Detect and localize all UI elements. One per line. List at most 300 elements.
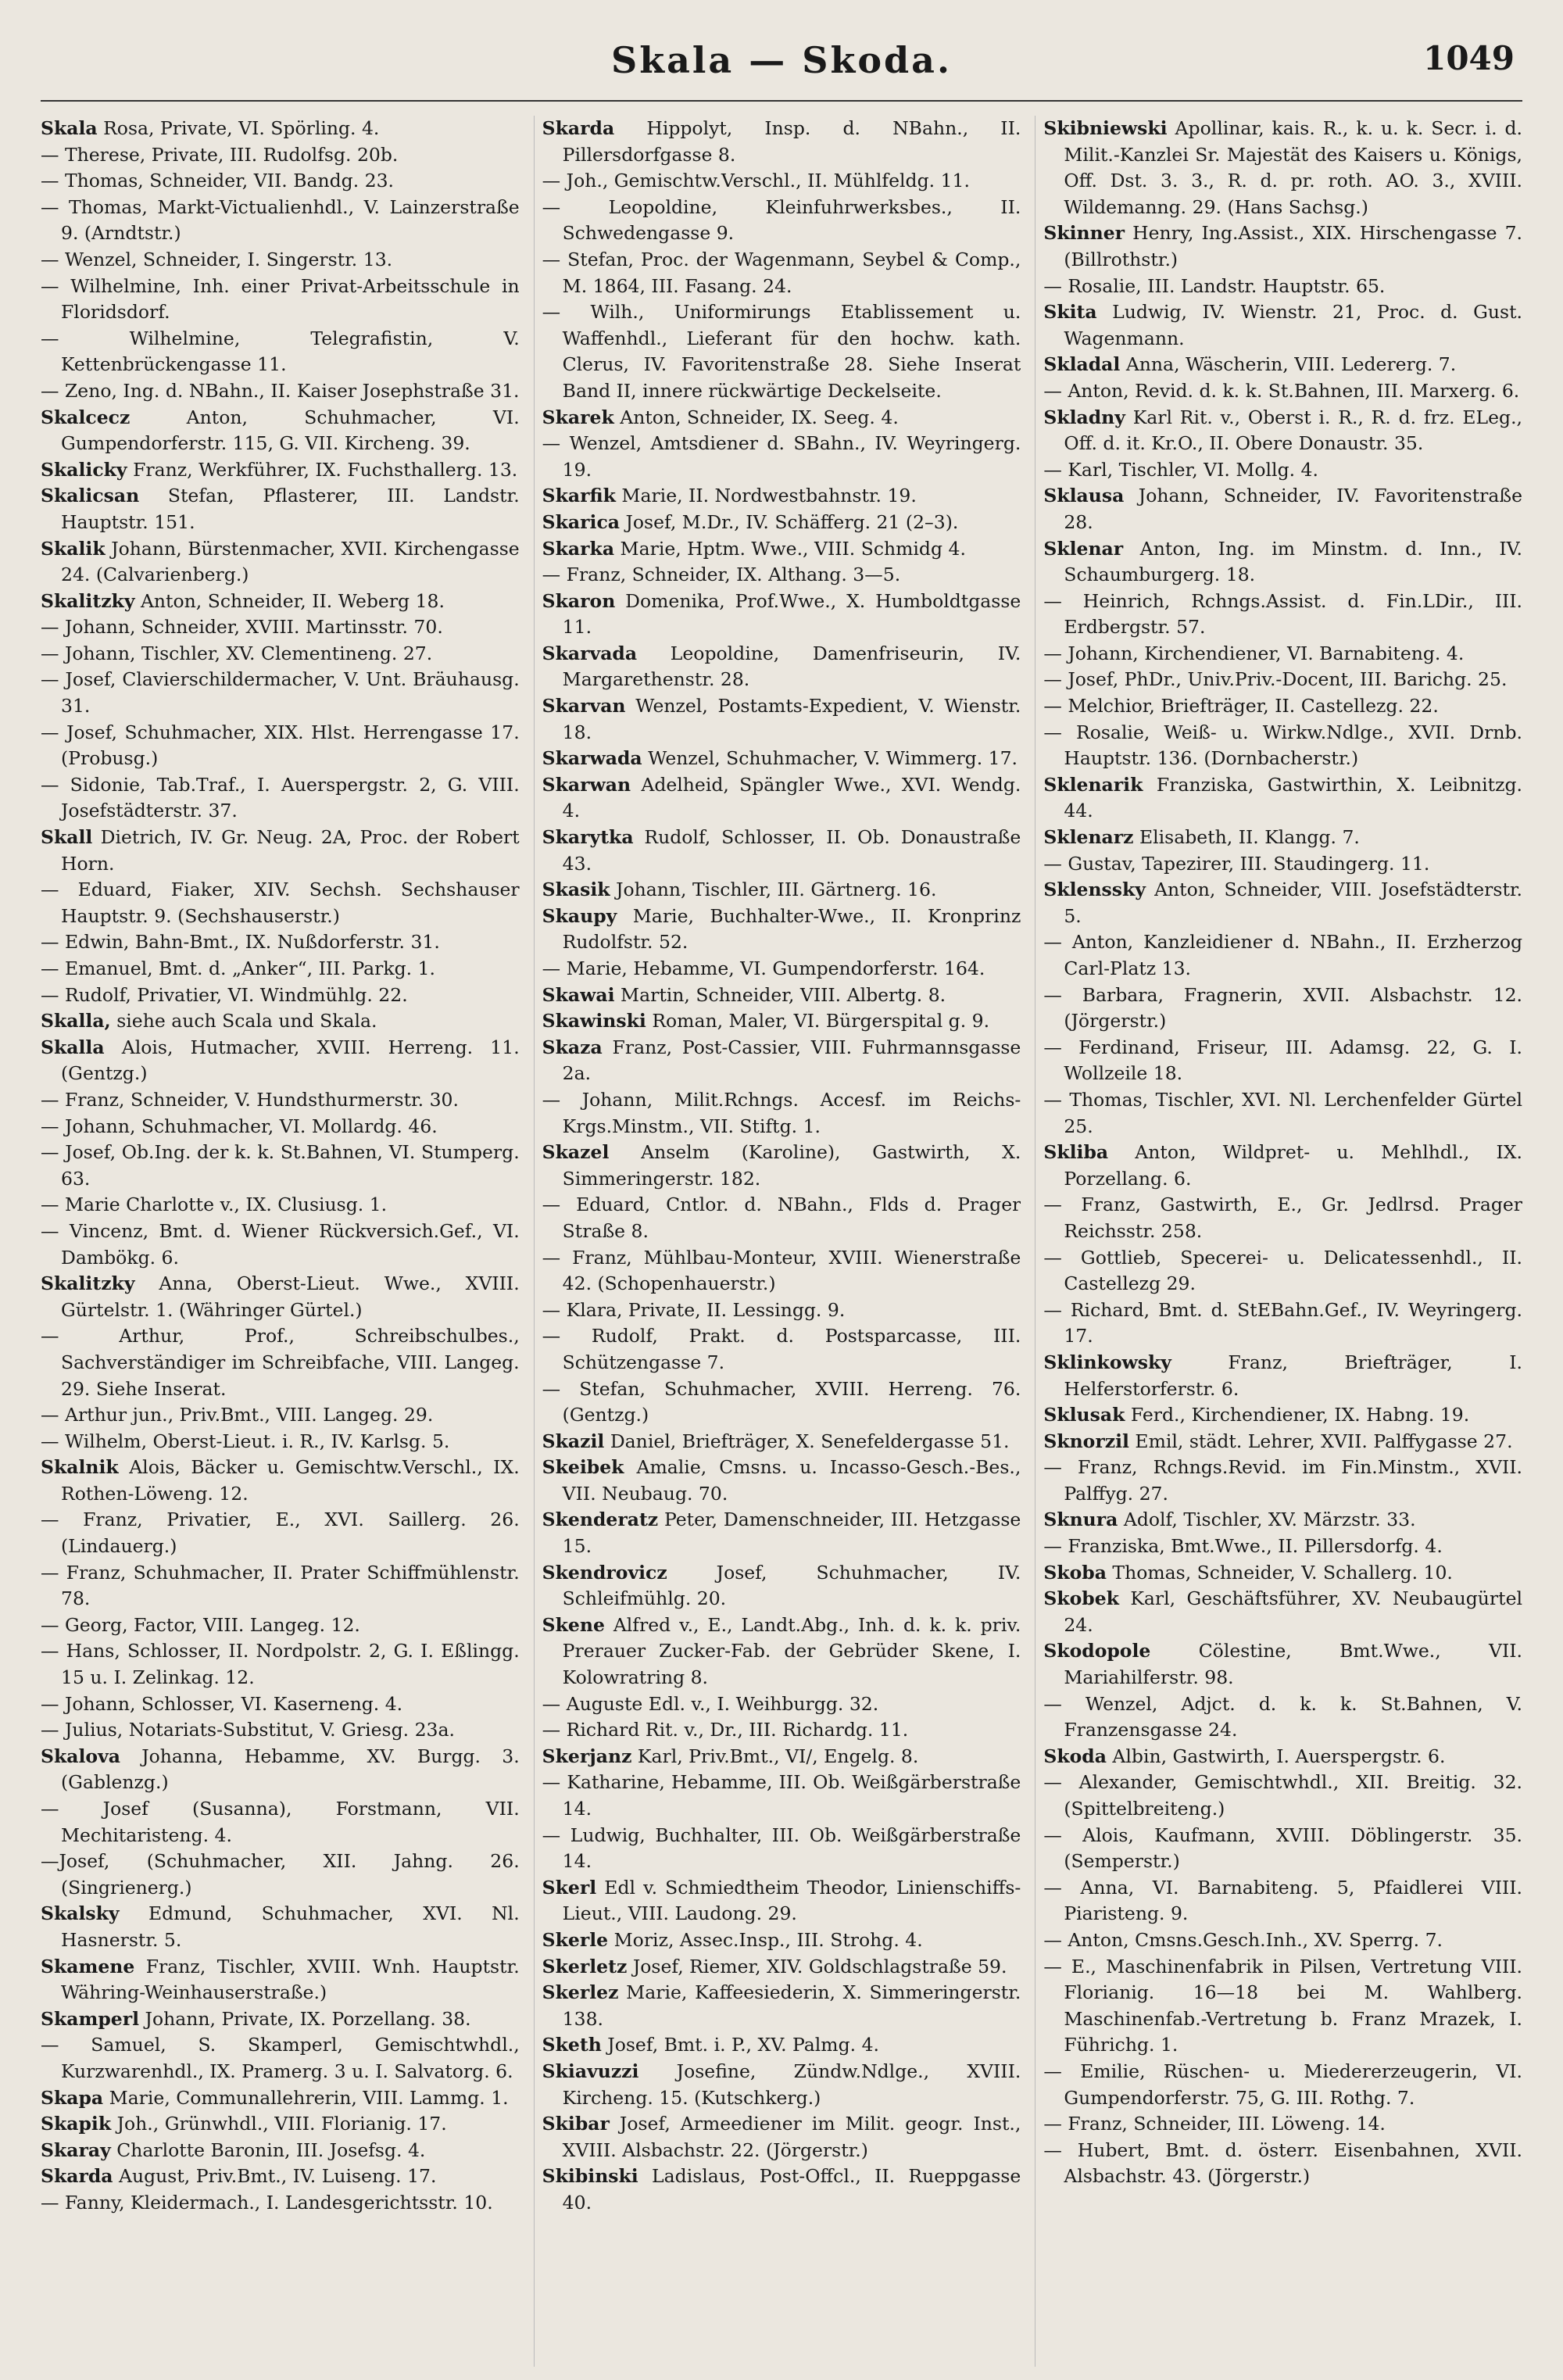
entry-surname: Skaupy (542, 904, 617, 927)
entry-surname: Skarka (542, 537, 615, 560)
entry-text: — Franziska, Bmt.Wwe., II. Pillersdorfg. 4. (1043, 1535, 1443, 1558)
entry-text: Martin, Schneider, VIII. Albertg. 8. (614, 983, 946, 1006)
entry-text: — Richard Rit. v., Dr., III. Richardg. 11. (542, 1719, 909, 1741)
entry-text: — Johann, Schneider, XVIII. Martinsstr. 70. (41, 616, 443, 639)
directory-entry (41, 614, 520, 641)
directory-entry (542, 1008, 1021, 1035)
entry-surname: Skene (542, 1613, 605, 1636)
entry-surname: Skerlez (542, 1981, 619, 2004)
directory-entry (41, 877, 520, 929)
directory-entry (1043, 1744, 1522, 1770)
entry-surname: Skasik (542, 879, 610, 901)
directory-entry (41, 274, 520, 326)
entry-text: — Karl, Tischler, VI. Mollg. 4. (1043, 458, 1318, 481)
entry-surname: Skaza (542, 1036, 603, 1058)
entry-text: — Josef, PhDr., Univ.Priv.-Docent, III. Barichg. 25. (1043, 668, 1508, 691)
directory-entry (41, 2032, 520, 2085)
directory-entry (41, 247, 520, 274)
entry-text: Marie, Communallehrerin, VIII. Lammg. 1. (103, 2086, 509, 2109)
column-3 (1035, 116, 1522, 2367)
entry-surname: Skarwan (542, 773, 631, 796)
entry-surname: Sklusak (1043, 1404, 1125, 1426)
entry-text: — Gottlieb, Specerei- u. Delicatessenhdl., II. Castellezg 29. (1043, 1246, 1522, 1295)
directory-entry (542, 431, 1021, 483)
entry-text: — Anton, Revid. d. k. k. St.Bahnen, III. Marxerg. 6. (1043, 379, 1520, 402)
directory-entry (542, 299, 1021, 404)
entry-text: Daniel, Briefträger, X. Senefeldergasse 51. (604, 1430, 1010, 1452)
directory-entry (542, 772, 1021, 825)
entry-text: — Wilhelmine, Inh. einer Privat-Arbeitsschule in Floridsdorf. (41, 274, 520, 324)
directory-entry (542, 1770, 1021, 1822)
directory-entry (1043, 405, 1522, 457)
directory-entry (41, 1140, 520, 1192)
entry-surname: Skiavuzzi (542, 2060, 639, 2082)
entry-text: — Anton, Cmsns.Gesch.Inh., XV. Sperrg. 7. (1043, 1928, 1443, 1951)
entry-text: Marie, Buchhalter-Wwe., II. Kronprinz Rudolfstr. 52. (562, 904, 1021, 954)
entry-text: — Hubert, Bmt. d. österr. Eisenbahnen, XVII. Alsbachstr. 43. (Jörgerstr.) (1043, 2138, 1522, 2188)
entry-text: — Wenzel, Schneider, I. Singerstr. 13. (41, 248, 393, 270)
entry-surname: Sklenarz (1043, 826, 1134, 849)
directory-entry (542, 1560, 1021, 1612)
entry-text: — Anton, Kanzleidiener d. NBahn., II. Erzherzog Carl-Platz 13. (1043, 931, 1522, 979)
directory-entry (542, 1087, 1021, 1140)
entry-surname: Skarek (542, 406, 614, 428)
directory-entry (542, 746, 1021, 772)
entry-text: Johann, Tischler, III. Gärtnerg. 16. (610, 879, 937, 901)
entry-text: — Stefan, Schuhmacher, XVIII. Herreng. 76. (Gentzg.) (542, 1377, 1021, 1426)
entry-surname: Skamperl (41, 2007, 140, 2030)
directory-entry (542, 877, 1021, 904)
directory-entry (1043, 1586, 1522, 1638)
entry-text: Marie, II. Nordwestbahnstr. 19. (615, 485, 917, 507)
entry-surname: Sknorzil (1043, 1430, 1129, 1452)
entry-text: — Johann, Tischler, XV. Clementineng. 27. (41, 642, 433, 664)
directory-entry (41, 1901, 520, 1953)
entry-text: Franz, Tischler, XVIII. Wnh. Hauptstr. Währing-Weinhauserstraße.) (61, 1955, 520, 2004)
directory-entry (542, 693, 1021, 746)
directory-entry (41, 641, 520, 667)
entry-text: — Hans, Schlosser, II. Nordpolstr. 2, G. I. Eßlingg. 15 u. I. Zelinkag. 12. (41, 1640, 520, 1689)
entry-text: — Rudolf, Privatier, VI. Windmühlg. 22. (41, 983, 408, 1006)
directory-entry (41, 142, 520, 169)
entry-text: Marie, Hptm. Wwe., VIII. Schmidg 4. (614, 537, 966, 560)
directory-entry (41, 195, 520, 247)
directory-entry (542, 1429, 1021, 1455)
directory-entry (41, 405, 520, 457)
directory-entry (1043, 457, 1522, 484)
entry-text: Johann, Bürstenmacher, XVII. Kirchengasse 24. (Calvarienberg.) (61, 537, 520, 586)
entry-text: Edmund, Schuhmacher, XVI. Nl. Hasnerstr. 5. (61, 1902, 520, 1951)
entry-text: — Franz, Schneider, III. Löweng. 14. (1043, 2113, 1386, 2135)
entry-text: — Franz, Rchngs.Revid. im Fin.Minstm., XVII. Palffyg. 27. (1043, 1456, 1522, 1505)
entry-text: — Josef (Susanna), Forstmann, VII. Mechitaristeng. 4. (41, 1798, 520, 1846)
directory-entry (41, 1717, 520, 1744)
entry-text: — Rosalie, Weiß- u. Wirkw.Ndlge., XVII. Drnb. Hauptstr. 136. (Dornbacherstr.) (1043, 721, 1522, 770)
entry-text: Franz, Werkführer, IX. Fuchsthallerg. 13. (127, 458, 518, 481)
entry-surname: Skalla, (41, 1010, 111, 1033)
entry-text: — Samuel, S. Skamperl, Gemischtwhdl., Kurzwarenhdl., IX. Pramerg. 3 u. I. Salvatorg. 6. (41, 2034, 520, 2082)
directory-entry (542, 536, 1021, 563)
entry-text: — Wenzel, Adjct. d. k. k. St.Bahnen, V. Franzensgasse 24. (1043, 1692, 1522, 1741)
entry-text: Adolf, Tischler, XV. Märzstr. 33. (1118, 1509, 1416, 1531)
directory-entry (41, 116, 520, 142)
directory-entry (1043, 982, 1522, 1035)
directory-entry (41, 2006, 520, 2033)
entry-text: — Marie Charlotte v., IX. Clusiusg. 1. (41, 1194, 388, 1216)
entry-surname: Skall (41, 826, 93, 849)
entry-text: — Wilhelm, Oberst-Lieut. i. R., IV. Karlsg. 5. (41, 1430, 450, 1452)
directory-entry (1043, 1402, 1522, 1429)
entry-text: — Arthur jun., Priv.Bmt., VIII. Langeg. 29. (41, 1404, 434, 1426)
entry-text: — Gustav, Tapezirer, III. Staudingerg. 11. (1043, 852, 1430, 875)
entry-text: Anna, Wäscherin, VIII. Ledererg. 7. (1120, 353, 1457, 376)
entry-text: Roman, Maler, VI. Bürgerspital g. 9. (646, 1010, 990, 1033)
directory-entry (41, 326, 520, 378)
entry-text: — Franz, Mühlbau-Monteur, XVIII. Wienerstraße 42. (Schopenhauerstr.) (542, 1246, 1021, 1295)
entry-text: Karl, Geschäftsführer, XV. Neubaugürtel 24. (1064, 1587, 1522, 1636)
entry-text: Josef, Riemer, XIV. Goldschlagstraße 59. (627, 1955, 1007, 1977)
directory-entry (1043, 1297, 1522, 1350)
entry-surname: Skazel (542, 1141, 610, 1164)
entry-surname: Skalsky (41, 1902, 120, 1925)
entry-text: — Franz, Schneider, IX. Althang. 3—5. (542, 564, 901, 586)
entry-text: — Leopoldine, Kleinfuhrwerksbes., II. Schwedengasse 9. (542, 195, 1021, 245)
entry-text: — Katharine, Hebamme, III. Ob. Weißgärberstraße 14. (542, 1771, 1021, 1820)
entry-text: — Auguste Edl. v., I. Weihburgg. 32. (542, 1692, 879, 1715)
directory-entry (542, 1035, 1021, 1087)
entry-text: — Edwin, Bahn-Bmt., IX. Nußdorferstr. 31. (41, 931, 440, 954)
entry-text: — Thomas, Markt-Victualienhdl., V. Lainzerstraße 9. (Arndtstr.) (41, 195, 520, 245)
entry-text: Ladislaus, Post-Offcl., II. Rueppgasse 40. (562, 2165, 1021, 2214)
directory-entry (1043, 1927, 1522, 1954)
directory-entry (41, 1612, 520, 1639)
entry-text: Rosa, Private, VI. Spörling. 4. (97, 117, 380, 139)
entry-text: — Franz, Schuhmacher, II. Prater Schiffmühlenstr. 78. (41, 1561, 520, 1610)
entry-surname: Sketh (542, 2034, 602, 2056)
entry-text: Johann, Schneider, IV. Favoritenstraße 28. (1064, 485, 1522, 533)
directory-entry (41, 1744, 520, 1796)
entry-text: Edl v. Schmiedtheim Theodor, Linienschiffs-Lieut., VIII. Laudong. 29. (562, 1876, 1021, 1925)
entry-text: — Rudolf, Prakt. d. Postsparcasse, III. Schützengasse 7. (542, 1325, 1021, 1373)
directory-entry (41, 1796, 520, 1849)
directory-entry (542, 1323, 1021, 1376)
entry-text: — Julius, Notariats-Substitut, V. Griesg. 23a. (41, 1719, 455, 1741)
column-1 (41, 116, 520, 2367)
directory-entry (1043, 825, 1522, 851)
directory-entry (1043, 299, 1522, 352)
entry-text: Franz, Post-Cassier, VIII. Fuhrmannsgasse 2a. (562, 1036, 1021, 1085)
directory-entry (41, 589, 520, 615)
directory-entry (542, 168, 1021, 195)
entry-text: — Joh., Gemischtw.Verschl., II. Mühlfeldg. 11. (542, 170, 970, 192)
entry-text: — Alexander, Gemischtwhdl., XII. Breitig. 32. (Spittelbreiteng.) (1043, 1771, 1522, 1820)
entry-text: — Ludwig, Buchhalter, III. Ob. Weißgärberstraße 14. (542, 1823, 1021, 1873)
entry-text: Josefine, Zündw.Ndlge., XVIII. Kircheng. 15. (Kutschkerg.) (562, 2060, 1021, 2109)
directory-entry (542, 641, 1021, 693)
directory-entry (542, 904, 1021, 956)
columns (41, 116, 1522, 2367)
directory-entry (1043, 483, 1522, 535)
entry-text: — Fanny, Kleidermach., I. Landesgerichtsstr. 10. (41, 2191, 493, 2214)
directory-entry (41, 457, 520, 484)
entry-surname: Skarfik (542, 485, 616, 507)
entry-surname: Skaron (542, 589, 616, 612)
entry-surname: Skawai (542, 983, 615, 1006)
directory-entry (1043, 352, 1522, 378)
entry-surname: Skoda (1043, 1745, 1107, 1767)
entry-text: Anton, Schneider, II. Weberg 18. (134, 589, 445, 612)
entry-surname: Sknura (1043, 1509, 1118, 1531)
entry-text: Cölestine, Bmt.Wwe., VII. Mariahilferstr. 98. (1064, 1640, 1522, 1689)
directory-entry (1043, 641, 1522, 667)
directory-entry (41, 1402, 520, 1429)
directory-entry (1043, 2059, 1522, 2111)
directory-entry (41, 1455, 520, 1507)
entry-surname: Skerle (542, 1928, 609, 1951)
entry-surname: Skalova (41, 1745, 120, 1767)
directory-entry (542, 1455, 1021, 1507)
directory-entry (1043, 1534, 1522, 1560)
entry-text: — Stefan, Proc. der Wagenmann, Seybel & Comp., M. 1864, III. Fasang. 24. (542, 248, 1021, 297)
entry-surname: Skalicky (41, 458, 127, 481)
entry-text: Albin, Gastwirth, I. Auerspergstr. 6. (1106, 1745, 1446, 1767)
directory-entry (1043, 220, 1522, 273)
entry-text: — Thomas, Tischler, XVI. Nl. Lerchenfelder Gürtel 25. (1043, 1088, 1522, 1137)
entry-text: — Zeno, Ing. d. NBahn., II. Kaiser Josephstraße 31. (41, 379, 520, 402)
directory-entry (1043, 1350, 1522, 1402)
directory-entry (1043, 1087, 1522, 1140)
directory-entry (542, 2059, 1021, 2111)
directory-entry (542, 1612, 1021, 1691)
entry-text: — Rosalie, III. Landstr. Hauptstr. 65. (1043, 274, 1386, 297)
entry-text: — Josef, Schuhmacher, XIX. Hlst. Herrengasse 17. (Probusg.) (41, 721, 520, 770)
directory-entry (542, 2163, 1021, 2216)
directory-entry (1043, 589, 1522, 641)
entry-surname: Skalla (41, 1036, 105, 1058)
directory-entry (41, 2190, 520, 2217)
entry-text: Karl Rit. v., Oberst i. R., R. d. frz. ELeg., Off. d. it. Kr.O., II. Obere Donaustr. 35. (1064, 406, 1522, 455)
entry-text: Josef, Schuhmacher, IV. Schleifmühlg. 20. (562, 1561, 1021, 1610)
directory-entry (1043, 1875, 1522, 1927)
entry-text: — Marie, Hebamme, VI. Gumpendorferstr. 164. (542, 957, 985, 979)
directory-entry (542, 1927, 1021, 1954)
directory-entry (1043, 1638, 1522, 1691)
directory-entry (542, 1376, 1021, 1429)
entry-surname: Skerletz (542, 1955, 628, 1977)
entry-text: — Eduard, Fiaker, XIV. Sechsh. Sechshauser Hauptstr. 9. (Sechshauserstr.) (41, 879, 520, 927)
directory-entry (1043, 1140, 1522, 1192)
directory-entry (41, 720, 520, 772)
directory-entry (542, 510, 1021, 536)
directory-entry (41, 536, 520, 589)
entry-text: Hippolyt, Insp. d. NBahn., II. Pillersdorfgasse 8. (562, 117, 1021, 166)
entry-text: Thomas, Schneider, V. Schallerg. 10. (1106, 1561, 1453, 1584)
entry-text: Anton, Schneider, VIII. Josefstädterstr. 5. (1064, 879, 1522, 927)
entry-text: Alois, Hutmacher, XVIII. Herreng. 11. (Gentzg.) (61, 1036, 520, 1085)
directory-entry (41, 1323, 520, 1402)
entry-text: — Josef, Ob.Ing. der k. k. St.Bahnen, VI. Stumperg. 63. (41, 1141, 520, 1190)
entry-surname: Skalicsan (41, 485, 140, 507)
entry-surname: Skazil (542, 1430, 605, 1452)
directory-entry (41, 2085, 520, 2112)
directory-entry (1043, 1770, 1522, 1822)
entry-text: Stefan, Pflasterer, III. Landstr. Hauptstr. 151. (61, 485, 520, 533)
directory-entry (542, 1823, 1021, 1875)
directory-entry (1043, 1192, 1522, 1244)
entry-text: — Therese, Private, III. Rudolfsg. 20b. (41, 143, 399, 166)
entry-text: Henry, Ing.Assist., XIX. Hirschengasse 7. (Billrothstr.) (1064, 222, 1522, 270)
entry-surname: Skaray (41, 2138, 111, 2161)
entry-text: — Franz, Privatier, E., XVI. Saillerg. 26. (Lindauerg.) (41, 1509, 520, 1558)
directory-entry (542, 1954, 1021, 1981)
entry-surname: Skamene (41, 1955, 135, 1977)
directory-entry (542, 483, 1021, 510)
entry-surname: Skalnik (41, 1456, 119, 1479)
directory-entry (41, 1429, 520, 1455)
entry-text: — Emilie, Rüschen- u. Miedererzeugerin, VI. Gumpendorferstr. 75, G. III. Rothg. 7. (1043, 2060, 1522, 2109)
entry-text: Wenzel, Schuhmacher, V. Wimmerg. 17. (642, 747, 1018, 770)
entry-surname: Skodopole (1043, 1640, 1151, 1662)
directory-entry (1043, 693, 1522, 720)
directory-entry (41, 1954, 520, 2006)
directory-entry (1043, 1560, 1522, 1587)
directory-entry (41, 1114, 520, 1140)
entry-text: Josef, Armeediener im Milit. geogr. Inst., XVIII. Alsbachstr. 22. (Jörgerstr.) (562, 2113, 1021, 2161)
directory-entry (1043, 274, 1522, 300)
entry-text: Charlotte Baronin, III. Josefsg. 4. (110, 2138, 426, 2161)
entry-surname: Skliba (1043, 1141, 1109, 1164)
entry-text: Amalie, Cmsns. u. Incasso-Gesch.-Bes., VII. Neubaug. 70. (562, 1456, 1021, 1505)
entry-surname: Sklinkowsky (1043, 1351, 1171, 1373)
directory-entry (542, 1717, 1021, 1744)
entry-surname: Skarwada (542, 747, 642, 770)
entry-surname: Skalik (41, 537, 106, 560)
entry-surname: Skarda (542, 117, 615, 139)
entry-text: — Alois, Kaufmann, XVIII. Döblingerstr. 35. (Semperstr.) (1043, 1823, 1522, 1873)
entry-text: Apollinar, kais. R., k. u. k. Secr. i. d. Milit.-Kanzlei Sr. Majestät des Kaisers u. Königs, Off. Dst. 3. 3., R. d. pr. roth. AO. 3., XVIII. Wildemanng. 29. (Hans Sachsg.) (1064, 117, 1522, 218)
entry-surname: Skita (1043, 301, 1097, 324)
directory-entry (542, 1691, 1021, 1718)
entry-text: Karl, Priv.Bmt., VI/, Engelg. 8. (631, 1745, 919, 1767)
entry-text: Moriz, Assec.Insp., III. Strohg. 4. (608, 1928, 923, 1951)
directory-entry (1043, 929, 1522, 982)
entry-text: — Arthur, Prof., Schreibschulbes., Sachverständiger im Schreibfache, VIII. Langeg. 29. Siehe Inserat. (41, 1325, 520, 1400)
column-2 (534, 116, 1021, 2367)
entry-text: — Wilh., Uniformirungs Etablissement u. Waffenhdl., Lieferant für den hochw. kath. Clerus, IV. Favoritenstraße 28. Siehe Inserat Band II, innere rückwärtige Deckelseite. (542, 301, 1021, 402)
directory-entry (542, 2111, 1021, 2163)
entry-text: siehe auch Scala und Skala. (110, 1010, 377, 1033)
directory-entry (41, 1507, 520, 1559)
directory-entry (542, 1507, 1021, 1559)
entry-text: Anna, Oberst-Lieut. Wwe., XVIII. Gürtelstr. 1. (Währinger Gürtel.) (61, 1272, 520, 1321)
directory-entry (41, 982, 520, 1009)
entry-text: Wenzel, Postamts-Expedient, V. Wienstr. 18. (562, 695, 1021, 743)
entry-text: Ferd., Kirchendiener, IX. Habng. 19. (1125, 1404, 1470, 1426)
entry-text: — Melchior, Briefträger, II. Castellezg. 22. (1043, 695, 1439, 718)
entry-text: — Josef, Clavierschildermacher, V. Unt. Bräuhausg. 31. (41, 668, 520, 718)
entry-text: August, Priv.Bmt., IV. Luiseng. 17. (113, 2165, 437, 2188)
entry-text: Alfred v., E., Landt.Abg., Inh. d. k. k. priv. Prerauer Zucker-Fab. der Gebrüder Skene, I. Kolowratring 8. (562, 1613, 1021, 1689)
entry-text: Joh., Grünwhdl., VIII. Florianig. 17. (111, 2113, 447, 2135)
directory-entry (1043, 1035, 1522, 1087)
entry-text: — E., Maschinenfabrik in Pilsen, Vertretung VIII. Florianig. 16—18 bei M. Wahlberg. Maschinenfab.-Vertretung b. Franz Mrazek, I. Führichg. 1. (1043, 1955, 1522, 2056)
page-number: 1049 (1423, 39, 1515, 77)
directory-entry (1043, 772, 1522, 825)
directory-entry (41, 1849, 520, 1901)
directory-entry (1043, 1691, 1522, 1744)
page-header (41, 39, 1522, 102)
directory-entry (542, 956, 1021, 982)
entry-text: Franziska, Gastwirthin, X. Leibnitzg. 44. (1064, 773, 1522, 822)
directory-entry (1043, 877, 1522, 929)
directory-entry (41, 168, 520, 195)
entry-text: Anselm (Karoline), Gastwirth, X. Simmeringerstr. 182. (562, 1141, 1021, 1190)
entry-surname: Skendrovicz (542, 1561, 667, 1584)
entry-text: Franz, Briefträger, I. Helferstorferstr. 6. (1064, 1351, 1522, 1400)
directory-entry (41, 772, 520, 825)
entry-surname: Skapa (41, 2086, 104, 2109)
entry-text: — Heinrich, Rchngs.Assist. d. Fin.LDir., III. Erdbergstr. 57. (1043, 589, 1522, 639)
entry-text: — Klara, Private, II. Lessingg. 9. (542, 1298, 846, 1321)
entry-surname: Skoba (1043, 1561, 1107, 1584)
directory-entry (542, 116, 1021, 168)
directory-entry (41, 1192, 520, 1219)
directory-entry (41, 1035, 520, 1087)
entry-text: — Emanuel, Bmt. d. „Anker“, III. Parkg. 1. (41, 957, 436, 979)
entry-surname: Skarda (41, 2165, 113, 2188)
entry-surname: Skobek (1043, 1587, 1119, 1610)
entry-text: Anton, Wildpret- u. Mehlhdl., IX. Porzellang. 6. (1064, 1141, 1522, 1190)
directory-entry (1043, 378, 1522, 405)
directory-entry (41, 2163, 520, 2190)
directory-entry (542, 589, 1021, 641)
entry-text: — Franz, Schneider, V. Hundsthurmerstr. 30. (41, 1088, 459, 1111)
entry-surname: Skalitzky (41, 589, 135, 612)
entry-text: Johanna, Hebamme, XV. Burgg. 3. (Gablenzg.) (61, 1745, 520, 1794)
directory-entry (1043, 667, 1522, 693)
entry-surname: Skarytka (542, 826, 634, 849)
directory-entry (542, 247, 1021, 299)
entry-text: Adelheid, Spängler Wwe., XVI. Wendg. 4. (562, 773, 1021, 822)
directory-entry (41, 1087, 520, 1114)
directory-entry (1043, 720, 1522, 772)
directory-entry (41, 1638, 520, 1691)
entry-text: — Johann, Milit.Rchngs. Accesf. im Reichs-Krgs.Minstm., VII. Stiftg. 1. (542, 1088, 1021, 1137)
directory-entry (41, 378, 520, 405)
directory-entry (542, 1192, 1021, 1244)
directory-entry (41, 1560, 520, 1612)
entry-surname: Skibniewski (1043, 117, 1168, 139)
directory-entry (1043, 1429, 1522, 1455)
directory-entry (41, 2111, 520, 2138)
directory-entry (1043, 536, 1522, 589)
directory-entry (41, 2138, 520, 2164)
entry-text: Josef, Bmt. i. P., XV. Palmg. 4. (601, 2034, 879, 2056)
directory-entry (542, 1245, 1021, 1297)
directory-entry (1043, 1823, 1522, 1875)
entry-text: — Johann, Schuhmacher, VI. Mollardg. 46. (41, 1115, 438, 1137)
entry-text: Ludwig, IV. Wienstr. 21, Proc. d. Gust. Wagenmann. (1064, 301, 1522, 349)
directory-entry (1043, 2138, 1522, 2190)
entry-text: Johann, Private, IX. Porzellang. 38. (139, 2007, 471, 2030)
entry-surname: Skenderatz (542, 1509, 659, 1531)
entry-surname: Skalitzky (41, 1272, 135, 1295)
entry-surname: Sklenar (1043, 537, 1124, 560)
directory-entry (41, 1691, 520, 1718)
entry-surname: Skalcecz (41, 406, 131, 428)
entry-text: Peter, Damenschneider, III. Hetzgasse 15. (562, 1509, 1021, 1558)
entry-text: Rudolf, Schlosser, II. Ob. Donaustraße 43. (562, 826, 1021, 875)
